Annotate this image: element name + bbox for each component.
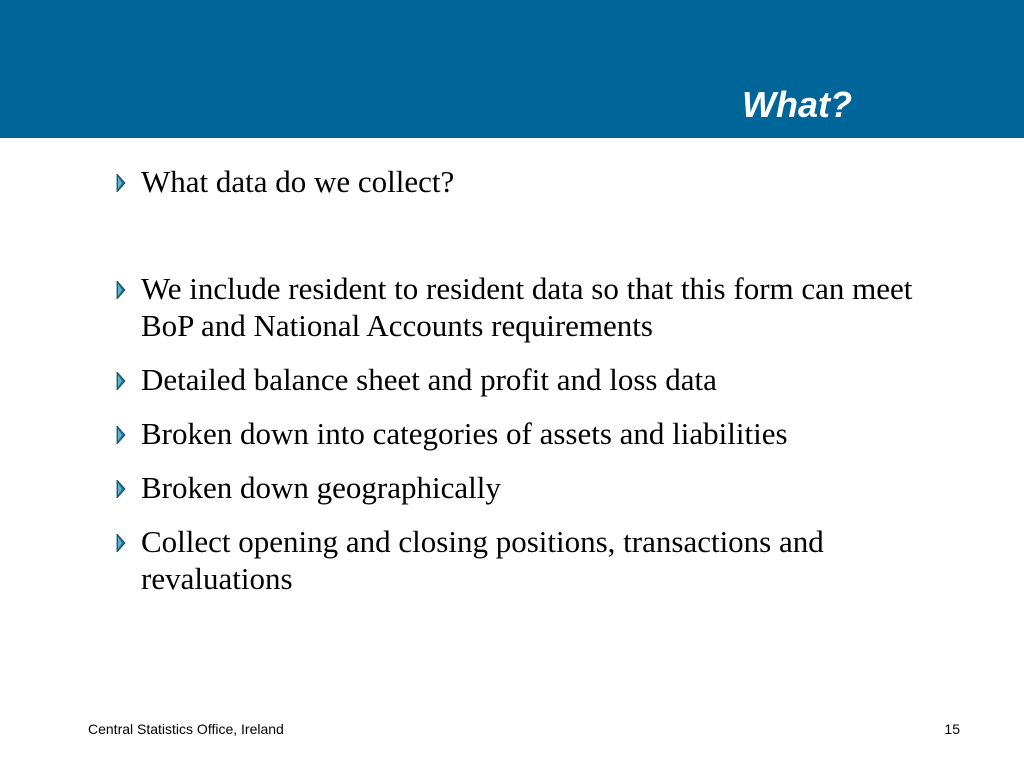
triangle-bullet-icon xyxy=(116,523,141,559)
triangle-bullet-icon xyxy=(116,361,141,397)
bullet-item xyxy=(116,270,936,344)
bullet-text: We include resident to resident data so that this form can meet BoP and National Accounts requirements xyxy=(141,271,913,343)
triangle-bullet-icon xyxy=(116,415,141,451)
bullet-item xyxy=(116,361,936,398)
bullet-text: What data do we collect? xyxy=(141,164,455,199)
bullet-item xyxy=(116,163,936,200)
triangle-bullet-icon xyxy=(116,270,141,306)
slide-title: What? xyxy=(742,84,852,125)
triangle-bullet-icon xyxy=(116,469,141,505)
page-number: 15 xyxy=(944,721,960,737)
bullet-text: Detailed balance sheet and profit and loss data xyxy=(141,362,717,397)
bullet-text: Broken down geographically xyxy=(141,470,501,505)
triangle-bullet-icon xyxy=(116,163,141,199)
bullet-text: Collect opening and closing positions, transactions and revaluations xyxy=(141,524,824,596)
header-band xyxy=(0,0,1024,138)
bullet-item xyxy=(116,523,936,597)
bullet-item xyxy=(116,469,936,506)
bullet-item xyxy=(116,415,936,452)
footer-organization: Central Statistics Office, Ireland xyxy=(88,721,284,737)
bullet-text: Broken down into categories of assets and liabilities xyxy=(141,416,788,451)
